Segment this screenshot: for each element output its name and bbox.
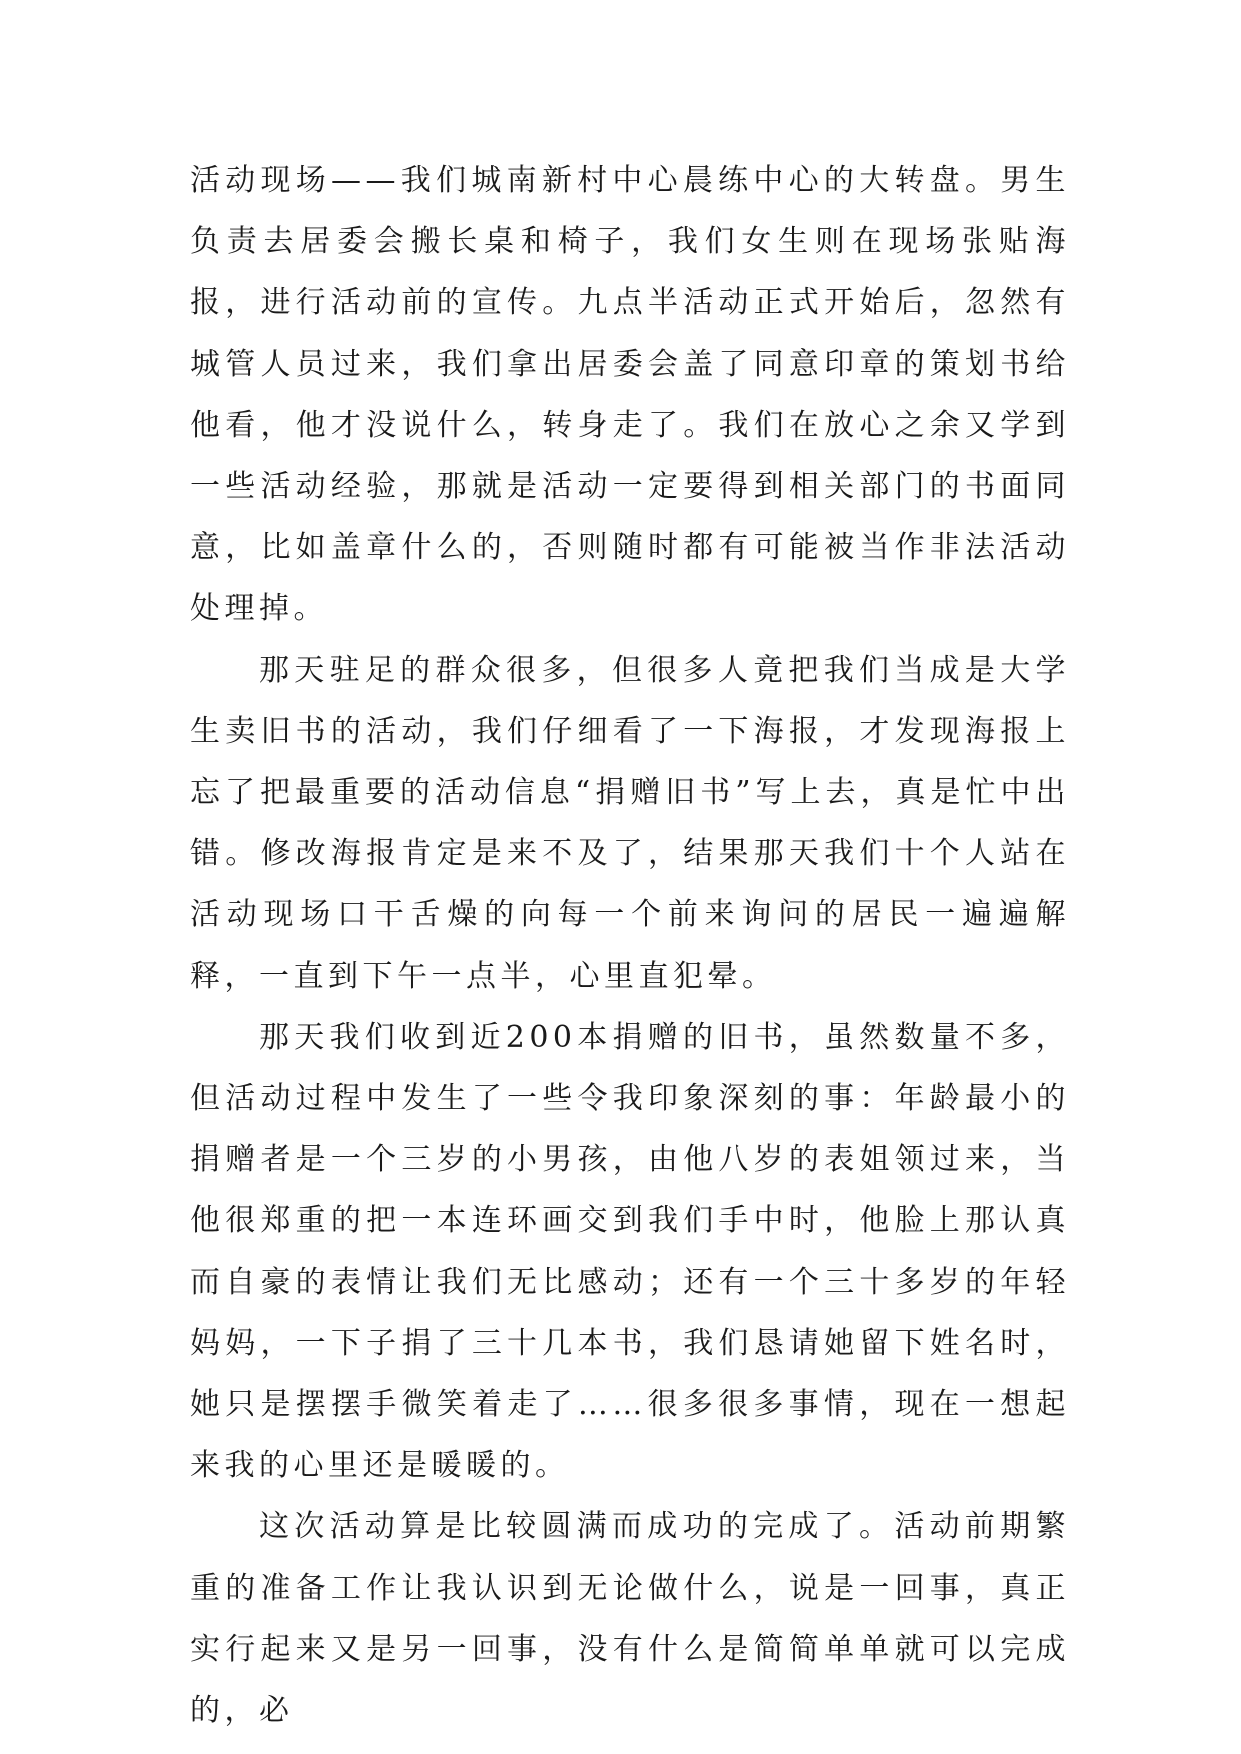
paragraph-donations: 那天我们收到近200本捐赠的旧书，虽然数量不多，但活动过程中发生了一些令我印象深刻的事：年龄最小的捐赠者是一个三岁的小男孩，由他八岁的表姐领过来，当他很郑重的把一本连环画交到我们手中时，他脸上那认真而自豪的表情让我们无比感动；还有一个三十多岁的年轻妈妈，一下子捐了三十几本书，我们恳请她留下姓名时，她只是摆摆手微笑着走了……很多很多事情，现在一想起来我的心里还是暖暖的。 [190,1019,1070,1484]
document-body [190,150,1070,1741]
paragraph-poster-mistake: 那天驻足的群众很多，但很多人竟把我们当成是大学生卖旧书的活动，我们仔细看了一下海报，才发现海报上忘了把最重要的活动信息“捐赠旧书”写上去，真是忙中出错。修改海报肯定是来不及了，结果那天我们十个人站在活动现场口干舌燥的向每一个前来询问的居民一遍遍解释，一直到下午一点半，心里直犯晕。 [190,652,1070,994]
paragraph-reflection: 这次活动算是比较圆满而成功的完成了。活动前期繁重的准备工作让我认识到无论做什么，说是一回事，真正实行起来又是另一回事，没有什么是简简单单就可以完成的，必 [190,1509,1070,1729]
paragraph-activity-site: 活动现场——我们城南新村中心晨练中心的大转盘。男生负责去居委会搬长桌和椅子，我们女生则在现场张贴海报，进行活动前的宣传。九点半活动正式开始后，忽然有城管人员过来，我们拿出居委会盖了同意印章的策划书给他看，他才没说什么，转身走了。我们在放心之余又学到一些活动经验，那就是活动一定要得到相关部门的书面同意，比如盖章什么的，否则随时都有可能被当作非法活动处理掉。 [190,163,1070,627]
